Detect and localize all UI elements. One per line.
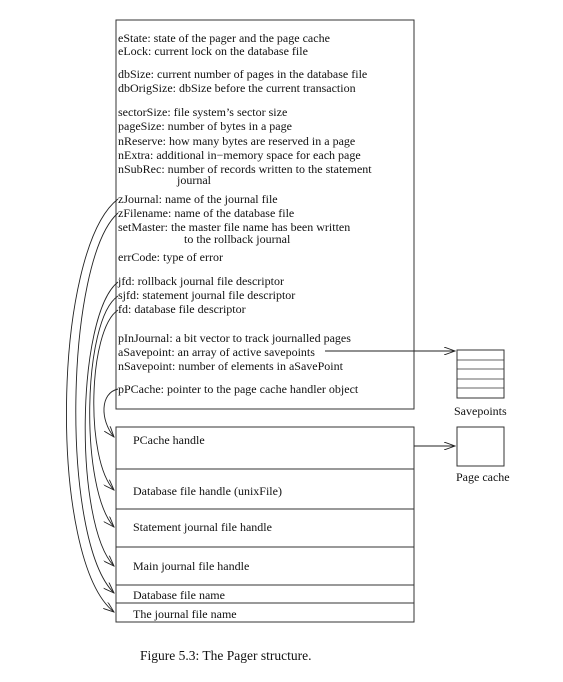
field-nsubrec-cont: journal: [177, 173, 211, 187]
page-cache-box: [457, 427, 504, 466]
handle-dbfile: Database file handle (unixFile): [133, 484, 282, 498]
field-sectorsize: sectorSize: file system’s sector size: [118, 105, 288, 119]
page-cache-label: Page cache: [456, 470, 510, 484]
field-dborigsize: dbOrigSize: dbSize before the current transaction: [118, 81, 356, 95]
field-pinjournal: pInJournal: a bit vector to track journalled pages: [118, 331, 351, 345]
field-setmaster-cont: to the rollback journal: [184, 232, 291, 246]
field-nsubrec: nSubRec: number of records written to the statement: [118, 162, 372, 176]
field-elock: eLock: current lock on the database file: [118, 44, 308, 58]
handle-db-filename: Database file name: [133, 588, 225, 602]
figure-caption: Figure 5.3: The Pager structure.: [140, 648, 312, 663]
field-fd: fd: database file descriptor: [118, 302, 246, 316]
savepoints-label: Savepoints: [454, 404, 507, 418]
handle-main-journal: Main journal file handle: [133, 559, 250, 573]
field-sjfd: sjfd: statement journal file descriptor: [118, 288, 296, 302]
field-asavepoint: aSavepoint: an array of active savepoints: [118, 345, 315, 359]
handle-stmt-journal: Statement journal file handle: [133, 520, 272, 534]
pager-fields: [117, 31, 372, 396]
savepoints-array: [457, 350, 504, 398]
field-errcode: errCode: type of error: [118, 250, 223, 264]
handle-labels: [133, 433, 282, 621]
field-zfilename: zFilename: name of the database file: [118, 206, 295, 220]
field-dbsize: dbSize: current number of pages in the database file: [118, 67, 368, 81]
field-nsavepoint: nSavepoint: number of elements in aSavePoint: [118, 359, 343, 373]
field-zjournal: zJournal: name of the journal file: [118, 192, 278, 206]
field-ppcache: pPCache: pointer to the page cache handler object: [118, 382, 359, 396]
field-jfd: jfd: rollback journal file descriptor: [118, 274, 284, 288]
field-nreserve: nReserve: how many bytes are reserved in a page: [118, 134, 356, 148]
field-nextra: nExtra: additional in−memory space for each page: [118, 148, 361, 162]
handle-journal-filename: The journal file name: [133, 607, 237, 621]
field-estate: eState: state of the pager and the page cache: [118, 31, 330, 45]
handle-pcache: PCache handle: [133, 433, 205, 447]
field-pagesize: pageSize: number of bytes in a page: [118, 119, 292, 133]
field-setmaster: setMaster: the master file name has been written: [118, 220, 351, 234]
